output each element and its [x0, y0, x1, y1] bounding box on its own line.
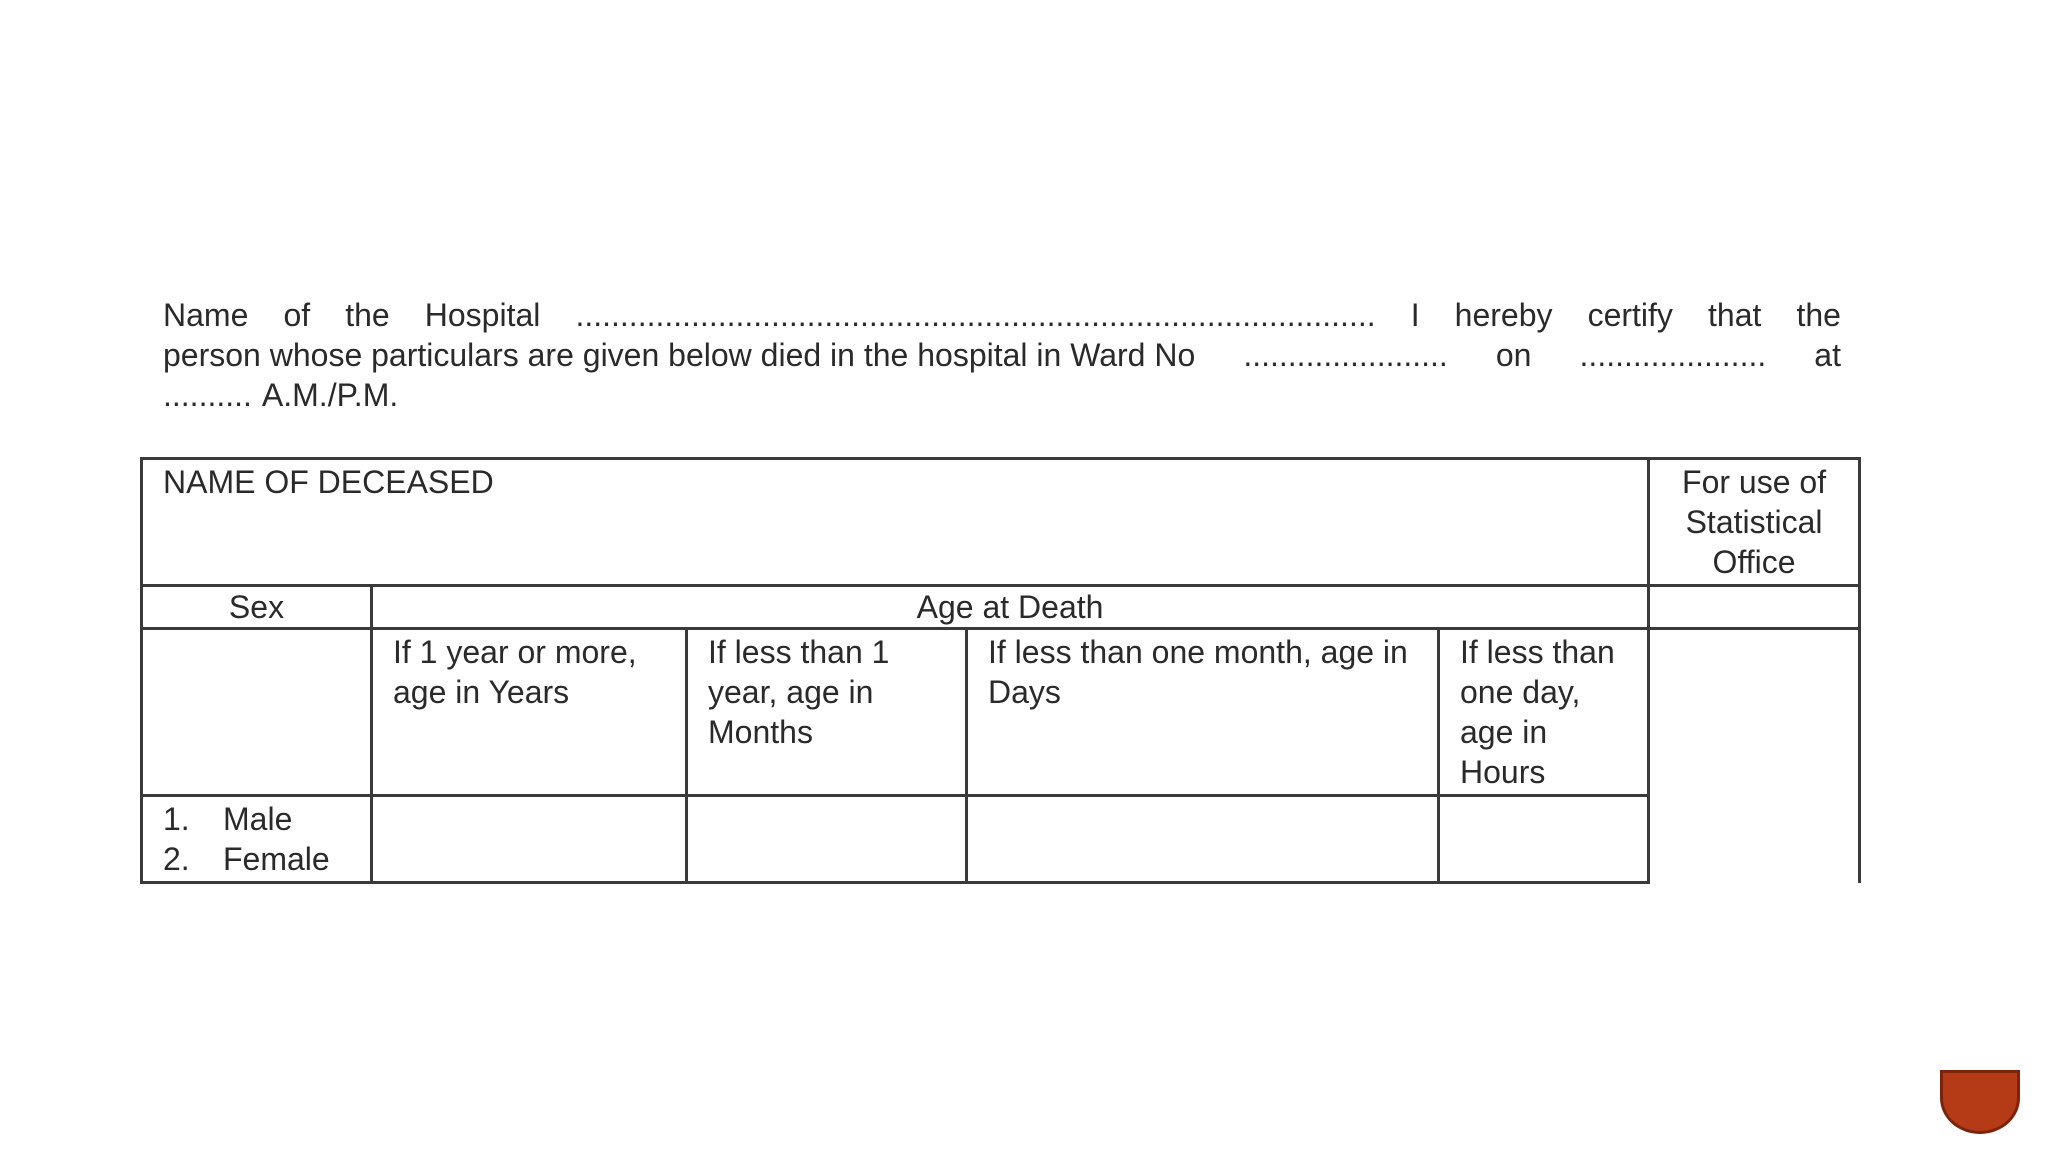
- sex-blank-cell: [142, 629, 372, 796]
- name-of-deceased-cell[interactable]: [142, 459, 1649, 586]
- name-of-deceased-label: NAME OF DECEASED: [163, 464, 494, 500]
- months-input-cell[interactable]: [687, 796, 967, 883]
- intro-line-1: Name of the Hospital .......................................................................................... I hereby certify that the: [163, 297, 1841, 333]
- statistical-office-cell[interactable]: [1649, 629, 1860, 883]
- death-form-table: [140, 457, 1861, 884]
- age-at-death-header: Age at Death: [372, 586, 1649, 629]
- sex-header: Sex: [142, 586, 372, 629]
- years-input-cell[interactable]: [372, 796, 687, 883]
- days-input-cell[interactable]: [967, 796, 1439, 883]
- intro-line-3: .......... A.M./P.M.: [163, 377, 399, 413]
- intro-line-2: person whose particulars are given below died in the hospital in Ward No ....................... on ..................... at: [163, 337, 1841, 373]
- sex-option-male: Male: [223, 801, 293, 837]
- time-blank[interactable]: ..........: [163, 377, 252, 413]
- years-column-header: If 1 year or more, age in Years: [372, 629, 687, 796]
- hours-column-header: If less than one day, age in Hours: [1439, 629, 1649, 796]
- hospital-name-blank[interactable]: ..........................................................................................: [575, 297, 1376, 333]
- days-column-header: If less than one month, age in Days: [967, 629, 1439, 796]
- hours-input-cell[interactable]: [1439, 796, 1649, 883]
- statistical-office-header: For use of Statistical Office: [1649, 459, 1860, 586]
- sex-option-number: 2.: [163, 841, 190, 877]
- date-blank[interactable]: .....................: [1579, 337, 1767, 373]
- statistical-office-cell-top: [1649, 586, 1860, 629]
- certificate-intro: [163, 295, 1841, 415]
- sex-option-female: Female: [223, 841, 330, 877]
- sex-option-number: 1.: [163, 801, 190, 837]
- months-column-header: If less than 1 year, age in Months: [687, 629, 967, 796]
- ward-no-blank[interactable]: .......................: [1243, 337, 1448, 373]
- sex-options-cell[interactable]: [142, 796, 372, 883]
- slide-badge-icon: [1940, 1070, 2020, 1134]
